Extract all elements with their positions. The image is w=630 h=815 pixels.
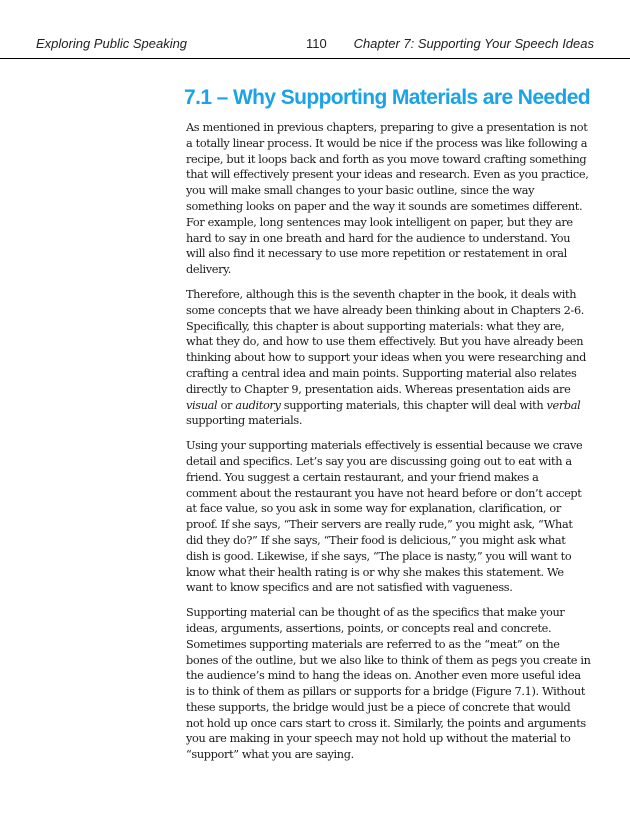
book-title: Exploring Public Speaking [36,36,188,51]
header-rule [0,58,630,59]
chapter-title: Chapter 7: Supporting Your Speech Ideas [353,36,594,51]
paragraph-2-text-1: Therefore, although this is the seventh chapter in the book, it deals with some concepts that we have already been thinking about in Chapters 2-6. Specifically, this chapter is about supporting materials: what they are, what they do, and how to use them effectively. But you have already been thinking about how to support your ideas when you were researching and crafting a central idea and main points. Supporting material also relates directly to Chapter 9, presentation aids. Whereas presentation aids are [186,287,587,396]
paragraph-2 [186,287,591,429]
paragraph-1: As mentioned in previous chapters, preparing to give a presentation is not a totally linear process. It would be nice if the process was like following a recipe, but it loops back and forth as you move toward crafting something that will effectively present your ideas and research. Even as you practice, you will make small changes to your basic outline, since the way something looks on paper and the way it sounds are sometimes different. For example, long sentences may look intelligent on paper, but they are hard to say in one breath and hard for the audience to understand. You will also find it necessary to use more repetition or restatement in oral delivery. [186,121,589,277]
paragraph-3: Using your supporting materials effectively is essential because we crave detail and specifics. Let’s say you are discussing going out to eat with a friend. You suggest a certain restaurant, and your friend makes a comment about the restaurant you have not heard before or don’t accept at face value, so you ask in some way for explanation, clarification, or proof. If she says, “Their servers are really rude,” you might ask, “What did they do?” If she says, “Their food is delicious,” you might ask what dish is good. Likewise, if she says, “The place is nasty,” you will want to know what their health rating is or why she makes this statement. We want to know specifics and are not satisfied with vagueness. [186,439,583,595]
body-text [186,120,591,772]
emphasis-verbal: verbal [546,398,581,412]
running-header [36,36,594,54]
paragraph-2-text-3: supporting materials, this chapter will deal with [280,398,547,412]
emphasis-auditory: auditory [235,398,281,412]
emphasis-visual: visual [186,398,218,412]
paragraph-2-text-2: or [217,398,236,412]
paragraph-2-text-4: supporting materials. [186,414,303,428]
page-number: 110 [306,36,327,51]
paragraph-4: Supporting material can be thought of as the specifics that make your ideas, arguments, assertions, points, or concepts real and concrete. Sometimes supporting materials are referred to as the “meat” on the bones of the outline, but we also like to think of them as pegs you create in the audience’s mind to hang the ideas on. Another even more useful idea is to think of them as pillars or supports for a bridge (Figure 7.1). Without these supports, the bridge would just be a piece of concrete that would not hold up once cars start to cross it. Similarly, the points and arguments you are making in your speech may not hold up without the material to “support” what you are saying. [186,606,591,762]
section-title: 7.1 – Why Supporting Materials are Needed [184,86,591,109]
